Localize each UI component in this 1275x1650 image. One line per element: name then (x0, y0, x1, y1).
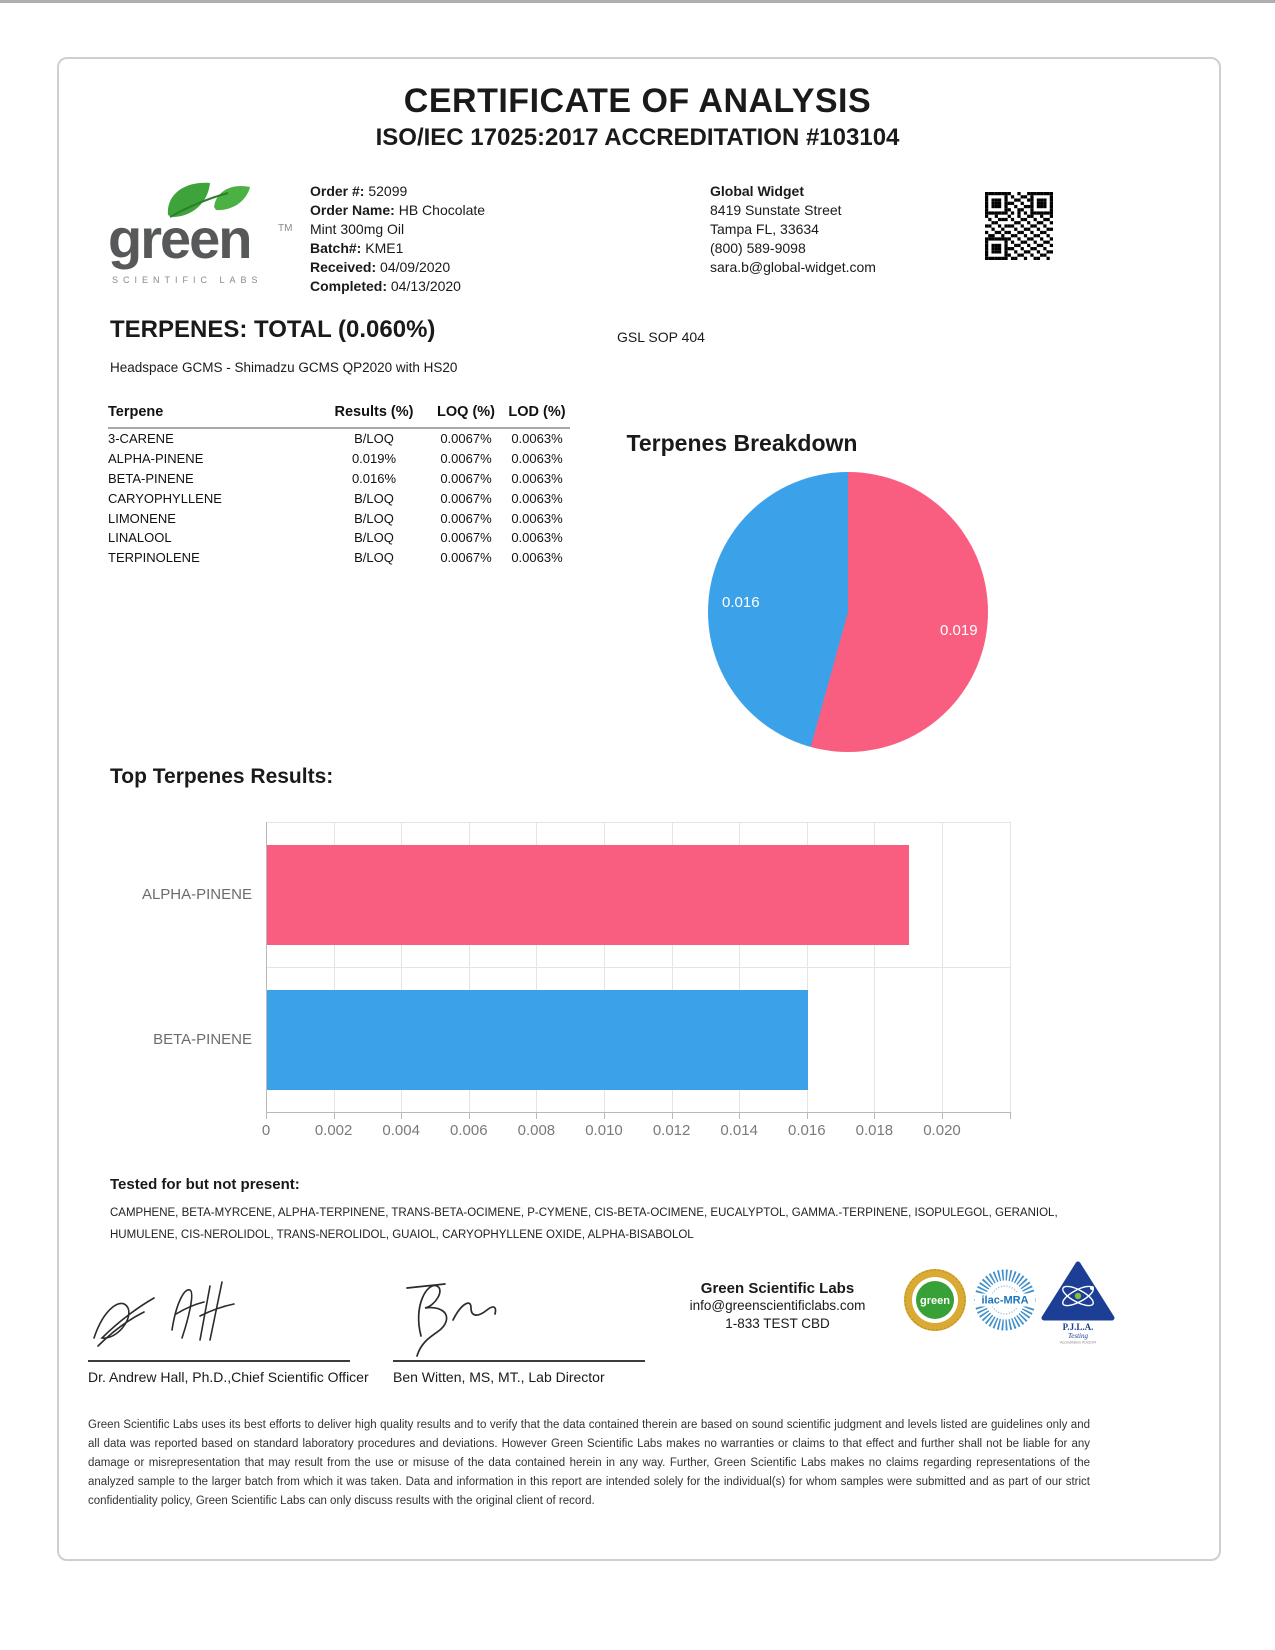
x-axis-tick-label: 0.010 (585, 1122, 623, 1139)
table-row: ALPHA-PINENE 0.019% 0.0067% 0.0063% (108, 451, 563, 467)
disclaimer-text: Green Scientific Labs uses its best efforts to deliver high quality results and to verify that the data contained therein are based on sound scientific judgment and levels listed are guidelines only and all data was reported based on standard laboratory procedures and deviations. However Green Scientific Labs makes no warranties or claims to that effect and further shall not be liable for any damage or misrepresentation that may result from the use or misuse of the data contained herein in any way. Further, Green Scientific Labs makes no claims regarding representations of the analyzed sample to the larger batch from which it was taken. Data and information in this report are intended solely for the individual(s) for whom samples were submitted and as part of our strict confidentiality policy, Green Scientific Labs can only discuss results with the original client of record. (88, 1419, 1090, 1507)
green-seal-icon (903, 1268, 967, 1332)
x-axis-tick-label: 0.004 (382, 1122, 420, 1139)
tested-not-present-list: CAMPHENE, BETA-MYRCENE, ALPHA-TERPINENE, TRANS-BETA-OCIMENE, P-CYMENE, CIS-BETA-OCIMENE, EUCALYPTOL, GAMMA.-TERPINENE, ISOPULEGOL, GERANIOL, HUMULENE, CIS-NEROLIDOL, TRANS-NEROLIDOL, GUAIOL, CARYOPHYLLENE OXIDE, ALPHA-BISABOLOL (110, 1207, 1058, 1241)
logo-trademark: TM (278, 223, 293, 234)
signature-lab-director (393, 1272, 543, 1360)
tested-not-present-heading: Tested for but not present: (110, 1176, 300, 1193)
x-axis-tick-label: 0.006 (450, 1122, 488, 1139)
svg-text:Accreditation #103104: Accreditation #103104 (1060, 1340, 1096, 1344)
order-info-line: Received: 04/09/2020 (310, 259, 451, 275)
pjla-badge-icon (1040, 1260, 1116, 1344)
table-row: LIMONENE B/LOQ 0.0067% 0.0063% (108, 510, 563, 526)
sop-reference: GSL SOP 404 (617, 329, 705, 345)
bar-chart-title: Top Terpenes Results: (110, 765, 334, 788)
client-phone: (800) 589-9098 (710, 240, 806, 256)
chart-tick-mark (469, 1112, 470, 1119)
client-email: sara.b@global-widget.com (710, 259, 876, 275)
chart-tick-mark (874, 1112, 875, 1119)
chart-tick-mark (401, 1112, 402, 1119)
chart-tick-mark (536, 1112, 537, 1119)
bar-beta-pinene (267, 990, 808, 1090)
chart-gridline (266, 967, 1010, 968)
order-info-line: Order #: 52099 (310, 183, 408, 199)
chart-gridline (266, 822, 1010, 823)
x-axis-tick-label: 0.016 (788, 1122, 826, 1139)
x-axis-tick-label: 0.002 (314, 1122, 353, 1139)
signature-line-1 (88, 1360, 350, 1362)
order-info-block (310, 182, 510, 296)
y-axis-category-label: BETA-PINENE (153, 1030, 252, 1048)
chart-tick-mark (672, 1112, 673, 1119)
table-row: CARYOPHYLLENE B/LOQ 0.0067% 0.0063% (108, 490, 563, 506)
signature-line-2 (393, 1360, 645, 1362)
chart-tick-mark (1010, 1112, 1011, 1119)
chart-tick-mark (807, 1112, 808, 1119)
x-axis-tick-label: 0.014 (720, 1122, 758, 1139)
pie-chart-title: Terpenes Breakdown (626, 430, 858, 456)
table-column-header: Terpene (108, 402, 320, 428)
table-row: LINALOOL B/LOQ 0.0067% 0.0063% (108, 530, 563, 546)
logo-wordmark: green (108, 207, 251, 270)
order-info-line: Batch#: KME1 (310, 240, 404, 256)
lab-contact-block (650, 1280, 905, 1333)
top-edge-strip (0, 0, 1275, 3)
signer-name-1: Dr. Andrew Hall, Ph.D.,Chief Scientific Officer (88, 1369, 369, 1385)
x-axis-line (266, 1112, 1011, 1113)
svg-text:green: green (920, 1295, 950, 1307)
table-column-header: LOQ (%) (428, 402, 504, 428)
terpenes-section-heading: TERPENES: TOTAL (0.060%) (110, 316, 436, 343)
chart-tick-mark (739, 1112, 740, 1119)
x-axis-tick-label: 0 (261, 1122, 271, 1139)
order-info-line: Order Name: HB Chocolate Mint 300mg Oil (310, 202, 486, 237)
x-axis-tick-label: 0.018 (855, 1122, 894, 1139)
chart-tick-mark (942, 1112, 943, 1119)
pie-slice-label-beta-pinene: 0.016 (722, 594, 760, 611)
accreditation-subtitle: ISO/IEC 17025:2017 ACCREDITATION #103104 (375, 124, 900, 151)
pie-slice-label-alpha-pinene: 0.019 (940, 622, 978, 639)
client-address-line2: Tampa FL, 33634 (710, 221, 819, 237)
client-address-line1: 8419 Sunstate Street (710, 202, 842, 218)
terpene-results-table (108, 402, 570, 567)
document-title: CERTIFICATE OF ANALYSIS (403, 82, 872, 120)
svg-text:Testing: Testing (1068, 1332, 1088, 1340)
method-description: Headspace GCMS - Shimadzu GCMS QP2020 with HS20 (110, 360, 458, 375)
lab-email: info@greenscientificlabs.com (689, 1298, 866, 1313)
x-axis-tick-label: 0.020 (923, 1122, 961, 1139)
table-row: TERPINOLENE B/LOQ 0.0067% 0.0063% (108, 550, 563, 566)
x-axis-tick-label: 0.008 (517, 1122, 556, 1139)
order-info-line: Completed: 04/13/2020 (310, 278, 461, 294)
svg-text:P.J.L.A.: P.J.L.A. (1062, 1322, 1094, 1332)
green-scientific-labs-logo (100, 183, 315, 293)
table-row: BETA-PINENE 0.016% 0.0067% 0.0063% (108, 470, 563, 486)
terpene-table-body (108, 428, 570, 567)
lab-name: Green Scientific Labs (700, 1280, 855, 1297)
y-axis-category-label: ALPHA-PINENE (141, 885, 252, 903)
client-info-block (710, 182, 980, 277)
chart-tick-mark (604, 1112, 605, 1119)
ilac-mra-badge-icon (972, 1268, 1038, 1332)
table-column-header: LOD (%) (504, 402, 570, 428)
bar-alpha-pinene (267, 845, 909, 945)
svg-text:ilac-MRA: ilac-MRA (981, 1294, 1029, 1307)
signer-name-2: Ben Witten, MS, MT., Lab Director (393, 1369, 605, 1385)
table-column-header: Results (%) (320, 402, 428, 428)
chart-tick-mark (334, 1112, 335, 1119)
client-name: Global Widget (710, 183, 804, 199)
qr-code (985, 192, 1053, 260)
signature-chief-scientific-officer (88, 1268, 268, 1360)
terpenes-pie-chart (708, 472, 988, 752)
table-row: 3-CARENE B/LOQ 0.0067% 0.0063% (108, 431, 563, 447)
logo-tagline: SCIENTIFIC LABS (112, 275, 263, 285)
x-axis-tick-label: 0.012 (652, 1122, 691, 1139)
lab-phone: 1-833 TEST CBD (725, 1316, 830, 1331)
table-header-row (108, 402, 570, 428)
